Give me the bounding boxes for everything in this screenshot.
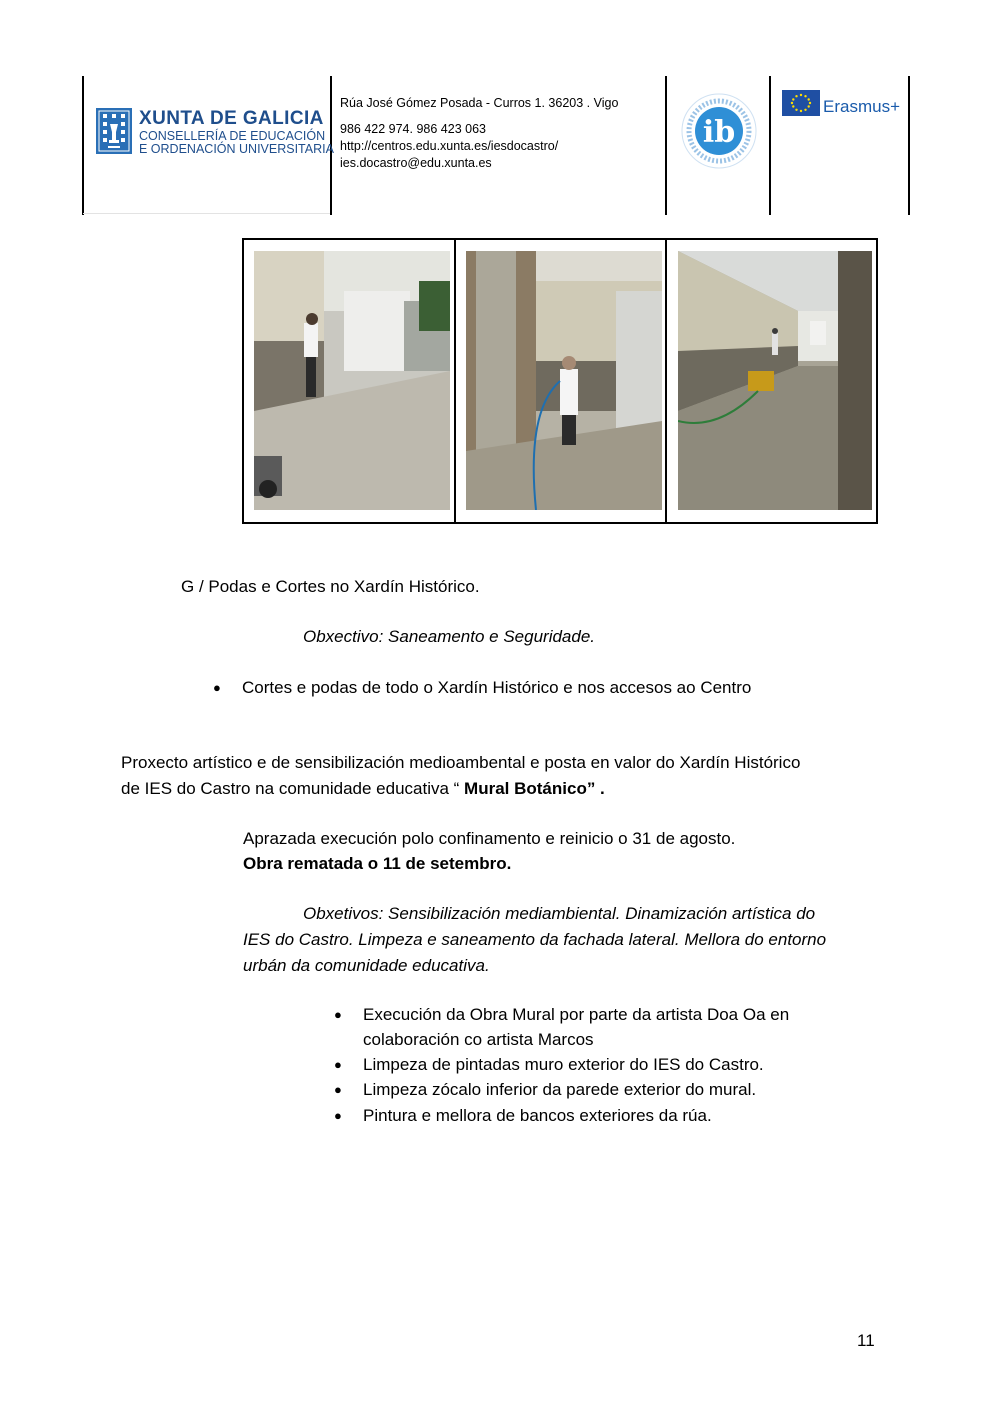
bullet-marker: ● bbox=[334, 1057, 342, 1072]
school-contact bbox=[340, 95, 618, 172]
table-cell-divider bbox=[665, 240, 667, 522]
ib-world-school-logo bbox=[680, 92, 758, 170]
bullet-item-continuation: colaboración co artista Marcos bbox=[363, 1030, 594, 1049]
objectives-text: Obxetivos: Sensibilización mediambiental. Dinamización artística do bbox=[303, 904, 816, 923]
cleaning-photo bbox=[254, 251, 450, 510]
bullet-marker: ● bbox=[334, 1082, 342, 1097]
photo-table bbox=[242, 238, 878, 524]
xunta-shield-icon bbox=[96, 108, 132, 154]
page-number: 11 bbox=[857, 1331, 875, 1350]
header-divider bbox=[908, 76, 910, 215]
bullet-item: Cortes e podas de todo o Xardín Histórico e nos accesos ao Centro bbox=[242, 678, 752, 697]
header-divider bbox=[769, 76, 771, 215]
logo-dept-line: E ORDENACIÓN UNIVERSITARIA bbox=[139, 142, 334, 156]
header-divider bbox=[82, 76, 84, 215]
project-intro-text: de IES do Castro na comunidade educativa “ bbox=[121, 779, 465, 798]
logo-name: XUNTA DE GALICIA bbox=[139, 108, 324, 129]
bullet-item: Execución da Obra Mural por parte da artista Doa Oa en bbox=[363, 1005, 790, 1024]
cleaning-photo bbox=[466, 251, 662, 510]
bullet-item: Limpeza zócalo inferior da parede exterior do mural. bbox=[363, 1080, 757, 1099]
project-title: Mural Botánico” . bbox=[464, 779, 605, 798]
header-underline bbox=[83, 213, 330, 214]
project-intro: Proxecto artístico e de sensibilización medioambental e posta en valor do Xardín Histórico bbox=[121, 753, 801, 772]
bullet-marker: ● bbox=[334, 1108, 342, 1123]
bullet-item: Pintura e mellora de bancos exteriores da rúa. bbox=[363, 1106, 712, 1125]
section-heading: G / Podas e Cortes no Xardín Histórico. bbox=[181, 577, 480, 596]
bullet-marker: ● bbox=[334, 1007, 342, 1022]
address: Rúa José Gómez Posada - Curros 1. 36203 . Vigo bbox=[340, 96, 619, 110]
objectives-text: IES do Castro. Limpeza e saneamento da fachada lateral. Mellora do entorno bbox=[243, 930, 827, 949]
objective-text: Obxectivo: Saneamento e Seguridade. bbox=[303, 627, 596, 646]
eu-flag-icon bbox=[782, 90, 820, 116]
objectives-text: urbán da comunidade educativa. bbox=[243, 956, 490, 975]
erasmus-label: Erasmus+ bbox=[823, 97, 900, 116]
ib-text: ib bbox=[702, 115, 736, 150]
table-cell-divider bbox=[454, 240, 456, 522]
project-intro bbox=[121, 776, 605, 801]
header-divider bbox=[665, 76, 667, 215]
logo-department bbox=[139, 130, 334, 156]
phone-numbers: 986 422 974. 986 423 063 bbox=[340, 122, 486, 136]
postponed-note: Aprazada execución polo confinamento e reinicio o 31 de agosto. bbox=[243, 829, 736, 848]
bullet-marker: ● bbox=[213, 680, 221, 695]
bullet-item: Limpeza de pintadas muro exterior do IES do Castro. bbox=[363, 1055, 764, 1074]
website-link[interactable]: http://centros.edu.xunta.es/iesdocastro/ bbox=[340, 139, 559, 153]
finished-note: Obra rematada o 11 de setembro. bbox=[243, 854, 512, 873]
logo-dept-line: CONSELLERÍA DE EDUCACIÓN bbox=[139, 129, 326, 143]
cleaning-photo bbox=[678, 251, 872, 510]
email-link[interactable]: ies.docastro@edu.xunta.es bbox=[340, 156, 492, 170]
